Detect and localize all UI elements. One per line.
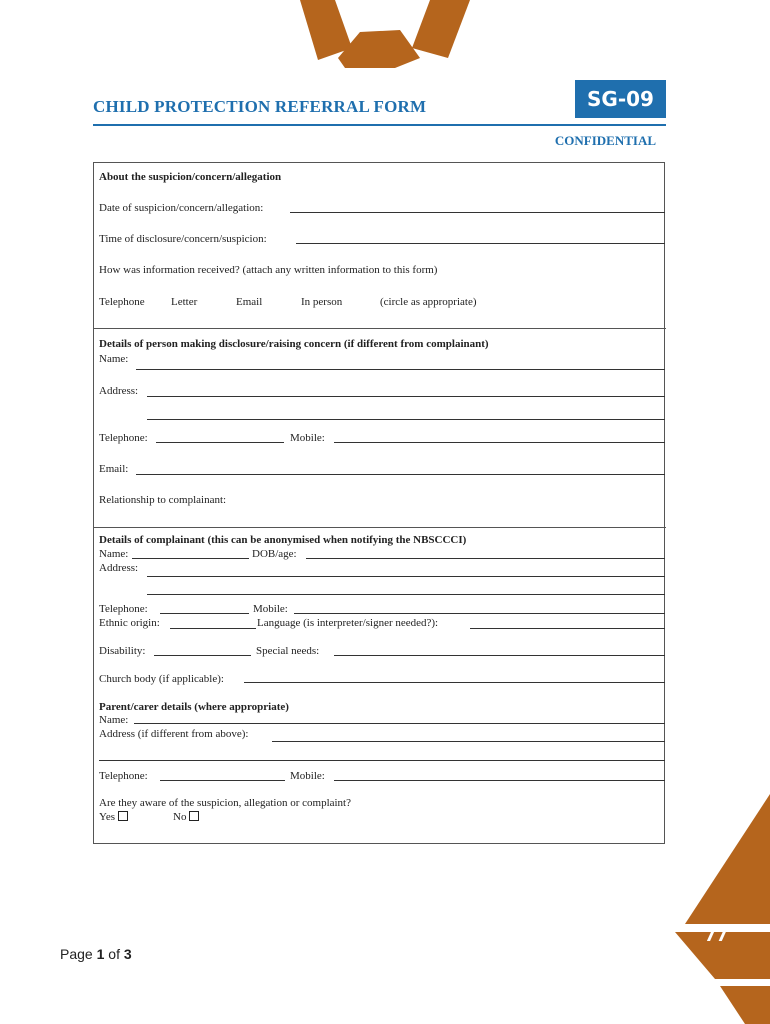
- discloser-name-field[interactable]: [136, 369, 665, 370]
- option-email[interactable]: Email: [236, 296, 263, 308]
- book-page-number: 77: [704, 926, 728, 946]
- complainant-mobile-field[interactable]: [294, 613, 665, 614]
- page-of: of: [108, 946, 120, 962]
- page-indicator: [60, 946, 132, 962]
- section2-heading: Details of person making disclosure/raising concern (if different from complainant): [99, 338, 489, 350]
- form-code-badge: SG-09: [575, 80, 666, 118]
- parent-mobile-label: Mobile:: [290, 770, 325, 782]
- option-note: (circle as appropriate): [380, 296, 477, 308]
- parent-telephone-label: Telephone:: [99, 770, 148, 782]
- parent-address-label: Address (if different from above):: [99, 728, 249, 740]
- section-divider: [93, 527, 666, 528]
- complainant-dob-label: DOB/age:: [252, 548, 297, 560]
- discloser-address-field-2[interactable]: [147, 419, 665, 420]
- relationship-label: Relationship to complainant:: [99, 494, 227, 506]
- parent-address-field[interactable]: [272, 741, 665, 742]
- time-field[interactable]: [296, 243, 665, 244]
- yes-checkbox[interactable]: [118, 811, 128, 821]
- discloser-name-label: Name:: [99, 353, 129, 365]
- complainant-dob-field[interactable]: [306, 558, 665, 559]
- church-body-field[interactable]: [244, 682, 665, 683]
- option-letter[interactable]: Letter: [171, 296, 198, 308]
- title-rule: [93, 124, 666, 126]
- language-field[interactable]: [470, 628, 665, 629]
- disability-field[interactable]: [154, 655, 251, 656]
- discloser-telephone-field[interactable]: [156, 442, 284, 443]
- time-label: Time of disclosure/concern/suspicion:: [99, 233, 267, 245]
- complainant-telephone-label: Telephone:: [99, 603, 148, 615]
- special-needs-field[interactable]: [334, 655, 665, 656]
- complainant-name-label: Name:: [99, 548, 129, 560]
- parent-mobile-field[interactable]: [334, 780, 665, 781]
- discloser-mobile-field[interactable]: [334, 442, 665, 443]
- special-needs-label: Special needs:: [256, 645, 320, 657]
- parent-heading: Parent/carer details (where appropriate): [99, 701, 289, 713]
- ethnic-origin-field[interactable]: [170, 628, 256, 629]
- confidential-label: CONFIDENTIAL: [554, 133, 656, 148]
- no-checkbox[interactable]: [189, 811, 199, 821]
- discloser-mobile-label: Mobile:: [290, 432, 325, 444]
- language-label: Language (is interpreter/signer needed?):: [257, 617, 439, 629]
- page-word: Page: [60, 946, 93, 962]
- yes-label: Yes: [99, 811, 116, 823]
- disability-label: Disability:: [99, 645, 146, 657]
- section-divider: [93, 328, 666, 329]
- no-label: No: [173, 811, 187, 823]
- page-total: 3: [123, 946, 132, 962]
- complainant-address-label: Address:: [99, 562, 139, 574]
- church-body-label: Church body (if applicable):: [99, 673, 224, 685]
- corner-decoration: [650, 794, 770, 1024]
- parent-name-label: Name:: [99, 714, 129, 726]
- discloser-telephone-label: Telephone:: [99, 432, 148, 444]
- discloser-email-label: Email:: [99, 463, 129, 475]
- no-option[interactable]: [173, 811, 199, 824]
- parent-telephone-field[interactable]: [160, 780, 285, 781]
- logo-shapes: [0, 0, 770, 80]
- date-label: Date of suspicion/concern/allegation:: [99, 202, 264, 214]
- complainant-mobile-label: Mobile:: [253, 603, 288, 615]
- complainant-telephone-field[interactable]: [160, 613, 249, 614]
- section3-heading: Details of complainant (this can be anonymised when notifying the NBSCCCI): [99, 534, 467, 546]
- discloser-email-field[interactable]: [136, 474, 665, 475]
- ethnic-origin-label: Ethnic origin:: [99, 617, 160, 629]
- date-field[interactable]: [290, 212, 665, 213]
- how-received-label: How was information received? (attach any written information to this form): [99, 264, 438, 276]
- option-in-person[interactable]: In person: [301, 296, 343, 308]
- discloser-address-field[interactable]: [147, 396, 665, 397]
- aware-label: Are they aware of the suspicion, allegation or complaint?: [99, 797, 351, 809]
- page-current: 1: [96, 946, 105, 962]
- complainant-address-field-2[interactable]: [147, 594, 665, 595]
- complainant-address-field[interactable]: [147, 576, 665, 577]
- discloser-address-label: Address:: [99, 385, 139, 397]
- section1-heading: About the suspicion/concern/allegation: [99, 171, 282, 183]
- complainant-name-field[interactable]: [132, 558, 249, 559]
- option-telephone[interactable]: Telephone: [99, 296, 145, 308]
- form-title: CHILD PROTECTION REFERRAL FORM: [93, 97, 427, 116]
- yes-option[interactable]: [99, 811, 128, 824]
- parent-address-field-2[interactable]: [99, 760, 665, 761]
- parent-name-field[interactable]: [134, 723, 665, 724]
